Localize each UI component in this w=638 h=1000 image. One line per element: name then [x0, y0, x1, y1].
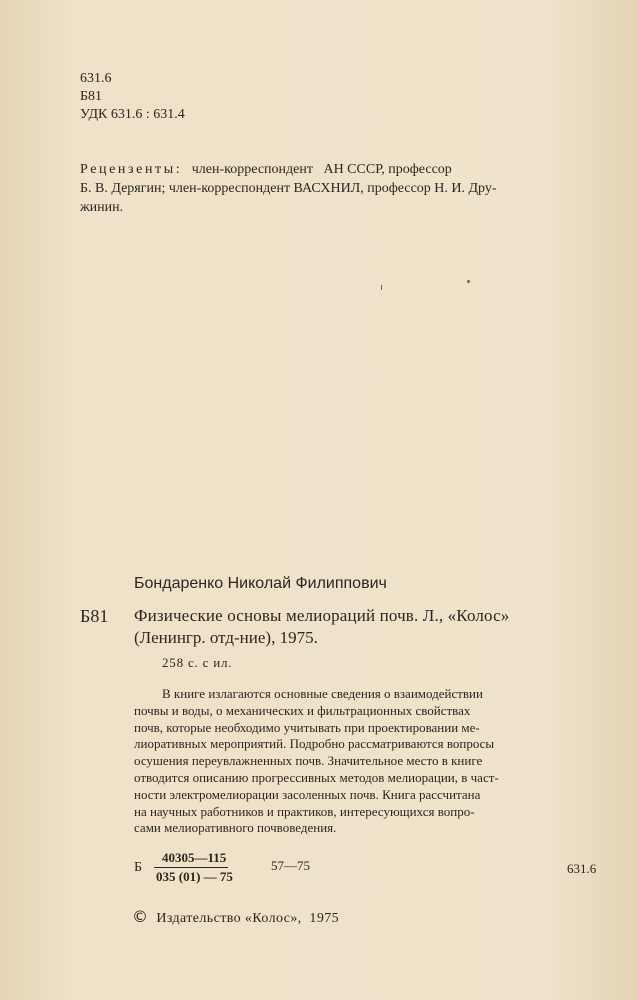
author-mark: Б81: [80, 89, 103, 104]
annotation-line: В книге излагаются основные сведения о взаимодействии: [162, 686, 483, 701]
index-letter: Б: [134, 860, 143, 875]
copyright-line: [132, 907, 339, 927]
annotation-line: сами мелиоративного почвоведения.: [134, 820, 337, 836]
copyright-symbol: ©: [132, 907, 149, 926]
classification-code-bottom: 631.6: [567, 861, 597, 876]
paper-speck: [381, 285, 382, 290]
annotation-line: на научных работников и практиков, интересующихся вопро-: [134, 803, 475, 819]
catalog-title-line-2: (Ленингр. отд-ние), 1975.: [134, 628, 318, 647]
reviewers-label: Рецензенты:: [80, 162, 183, 177]
annotation-line: почвы и воды, о механических и фильтрационных свойствах: [134, 702, 471, 718]
index-suffix: 57—75: [271, 858, 310, 873]
annotation-line: ности электромелиорации засоленных почв. Книга рассчитана: [134, 786, 481, 802]
index-denominator: 035 (01) — 75: [156, 869, 233, 884]
index-numerator: 40305—115: [154, 850, 228, 868]
catalog-annotation: [134, 686, 602, 837]
udk-code: УДК 631.6 : 631.4: [80, 107, 185, 122]
reviewers-line-1-text: член-корреспондент АН СССР, профессор: [191, 162, 452, 177]
annotation-line: лиоративных мероприятий. Подробно рассматриваются вопросы: [134, 736, 495, 752]
paper-speck: [467, 280, 470, 283]
reviewers-line-3: жинин.: [80, 200, 124, 215]
annotation-line: отводится описанию прогрессивных методов мелиорации, в част-: [134, 769, 499, 785]
annotation-line: почв, которые необходимо учитывать при проектировании ме-: [134, 719, 480, 735]
catalog-pages: 258 с. с ил.: [162, 655, 233, 670]
catalog-title-line-1: Физические основы мелиораций почв. Л., «Колос»: [134, 606, 510, 625]
catalog-call-number: Б81: [80, 606, 109, 626]
reviewers-line-2: Б. В. Дерягин; член-корреспондент ВАСХНИЛ, профессор Н. И. Дру-: [80, 181, 497, 196]
bbk-code: 631.6: [80, 71, 112, 86]
catalog-author: Бондаренко Николай Филиппович: [134, 575, 387, 592]
reviewers-block: [80, 160, 605, 217]
classification-codes: [80, 70, 185, 124]
reviewers-line-1: [80, 160, 605, 179]
copyright-text: Издательство «Колос», 1975: [156, 911, 340, 926]
publisher-index: [134, 850, 334, 890]
annotation-line: осушения переувлажненных почв. Значительное место в книге: [134, 753, 483, 769]
